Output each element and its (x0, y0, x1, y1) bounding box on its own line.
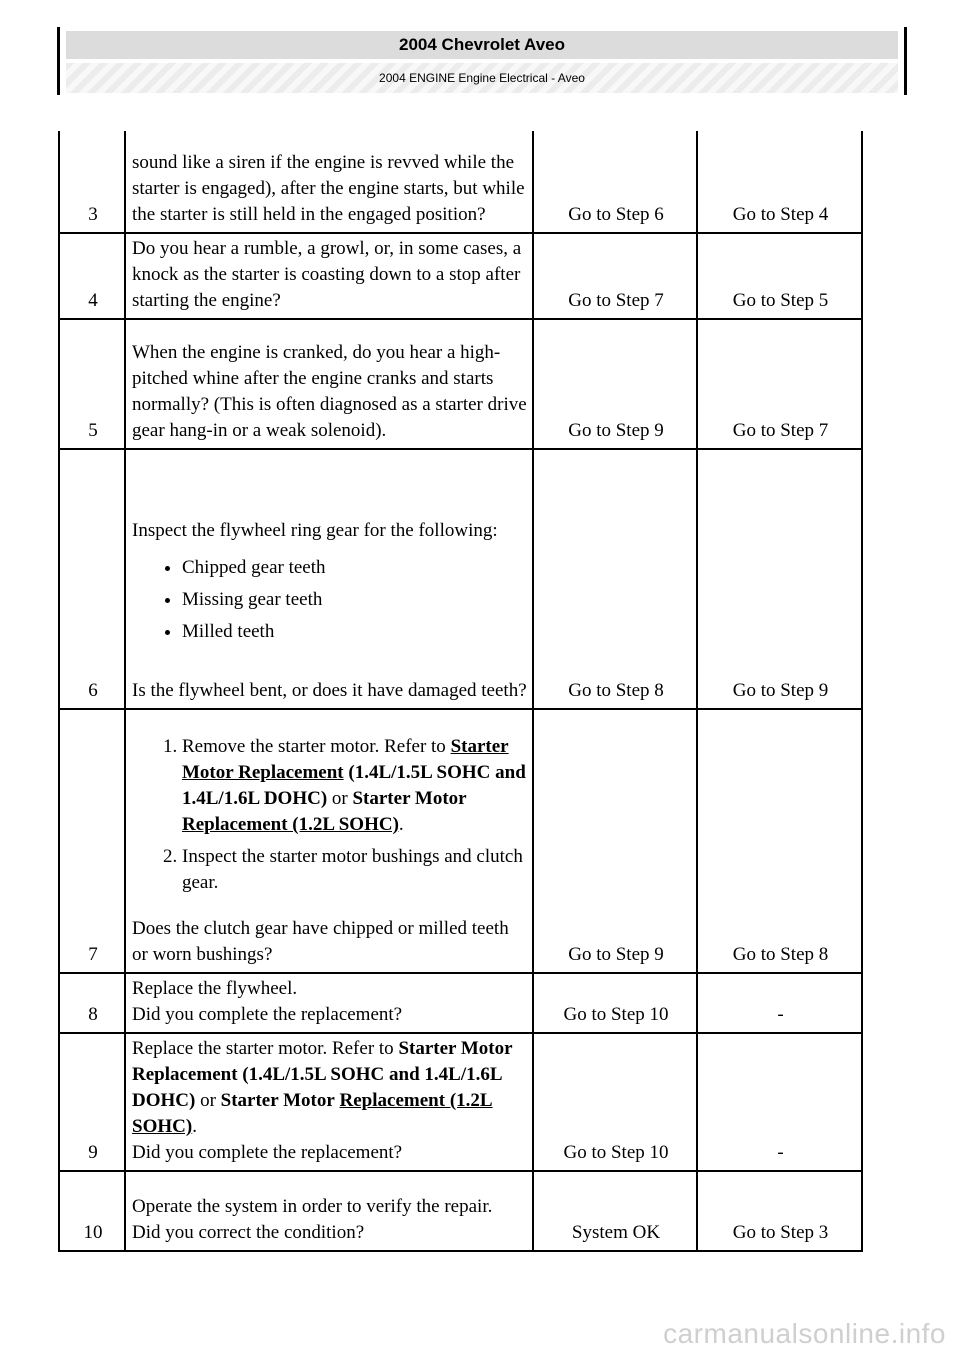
starter-motor-link[interactable]: Starter Motor (220, 1090, 335, 1111)
table-row (59, 319, 862, 449)
table-row (59, 449, 862, 709)
step-number: 5 (59, 319, 125, 449)
step-action: When the engine is cranked, do you hear a high-pitched whine after the engine cranks and starts normally? (This is often diagnosed as a starter drive gear hang-in or a weak solenoid). (125, 319, 533, 449)
step-action (125, 709, 533, 973)
yes-result: Go to Step 9 (533, 709, 697, 973)
table-row (59, 1033, 862, 1171)
table-row (59, 1171, 862, 1251)
document-title: 2004 Chevrolet Aveo (66, 31, 898, 59)
no-result: Go to Step 4 (697, 131, 862, 233)
table-row (59, 233, 862, 319)
no-result: Go to Step 9 (697, 449, 862, 709)
yes-result: Go to Step 6 (533, 131, 697, 233)
yes-result: Go to Step 7 (533, 233, 697, 319)
table-row (59, 709, 862, 973)
watermark: carmanualsonline.info (663, 1318, 946, 1349)
step-action: Replace the starter motor. Refer to Starter Motor Replacement (1.4L/1.5L SOHC and 1.4L/1.6L DOHC) or Starter Motor Replacement (1.2L SOHC). Did you complete the replacement? (125, 1033, 533, 1171)
list-item: • Missing gear teeth (182, 586, 528, 614)
no-result: Go to Step 8 (697, 709, 862, 973)
step-question: Did you complete the replacement? (132, 1142, 403, 1163)
yes-result: Go to Step 9 (533, 319, 697, 449)
procedure-list (132, 734, 528, 896)
step-action: Replace the flywheel. Did you complete the replacement? (125, 973, 533, 1033)
step-number: 6 (59, 449, 125, 709)
table-row (59, 131, 862, 233)
no-result: Go to Step 5 (697, 233, 862, 319)
starter-motor-replacement-link[interactable]: Starter Motor Replacement (132, 1038, 513, 1085)
step-number: 3 (59, 131, 125, 233)
no-result: Go to Step 3 (697, 1171, 862, 1251)
step-number: 7 (59, 709, 125, 973)
step-question: Is the flywheel bent, or does it have damaged teeth? (132, 680, 527, 701)
step-action: Do you hear a rumble, a growl, or, in some cases, a knock as the starter is coasting down to a stop after starting the engine? (125, 233, 533, 319)
list-item: • Chipped gear teeth (182, 554, 528, 582)
starter-motor-replacement-link[interactable]: Starter Motor Replacement (182, 736, 509, 783)
step-number: 4 (59, 233, 125, 319)
page-header (57, 27, 907, 95)
yes-result: Go to Step 8 (533, 449, 697, 709)
no-result: - (697, 973, 862, 1033)
step-intro: Inspect the flywheel ring gear for the following: (132, 520, 498, 541)
starter-motor-link[interactable]: Starter Motor (352, 788, 467, 809)
step-number: 8 (59, 973, 125, 1033)
inspection-list (132, 554, 528, 646)
list-item: 1. Remove the starter motor. Refer to Starter Motor Replacement (1.4L/1.5L SOHC and 1.4L/1.6L DOHC) or Starter Motor Replacement (1.2L SOHC). (182, 734, 528, 838)
yes-result: Go to Step 10 (533, 973, 697, 1033)
list-item: • Milled teeth (182, 618, 528, 646)
replacement-link[interactable]: Replacement (339, 1090, 446, 1111)
list-item: 2. Inspect the starter motor bushings and clutch gear. (182, 844, 528, 896)
diagnostic-table (58, 131, 863, 1252)
document-subtitle: 2004 ENGINE Engine Electrical - Aveo (66, 63, 898, 93)
replacement-link[interactable]: Replacement (182, 814, 288, 835)
yes-result: Go to Step 10 (533, 1033, 697, 1171)
step-number: 9 (59, 1033, 125, 1171)
step-action: sound like a siren if the engine is revved while the starter is engaged), after the engine starts, but while the starter is still held in the engaged position? (125, 131, 533, 233)
yes-result: System OK (533, 1171, 697, 1251)
step-action (125, 449, 533, 709)
step-number: 10 (59, 1171, 125, 1251)
step-question: Does the clutch gear have chipped or milled teeth or worn bushings? (132, 918, 509, 965)
table-row (59, 973, 862, 1033)
no-result: - (697, 1033, 862, 1171)
step-action: Operate the system in order to verify the repair. Did you correct the condition? (125, 1171, 533, 1251)
no-result: Go to Step 7 (697, 319, 862, 449)
